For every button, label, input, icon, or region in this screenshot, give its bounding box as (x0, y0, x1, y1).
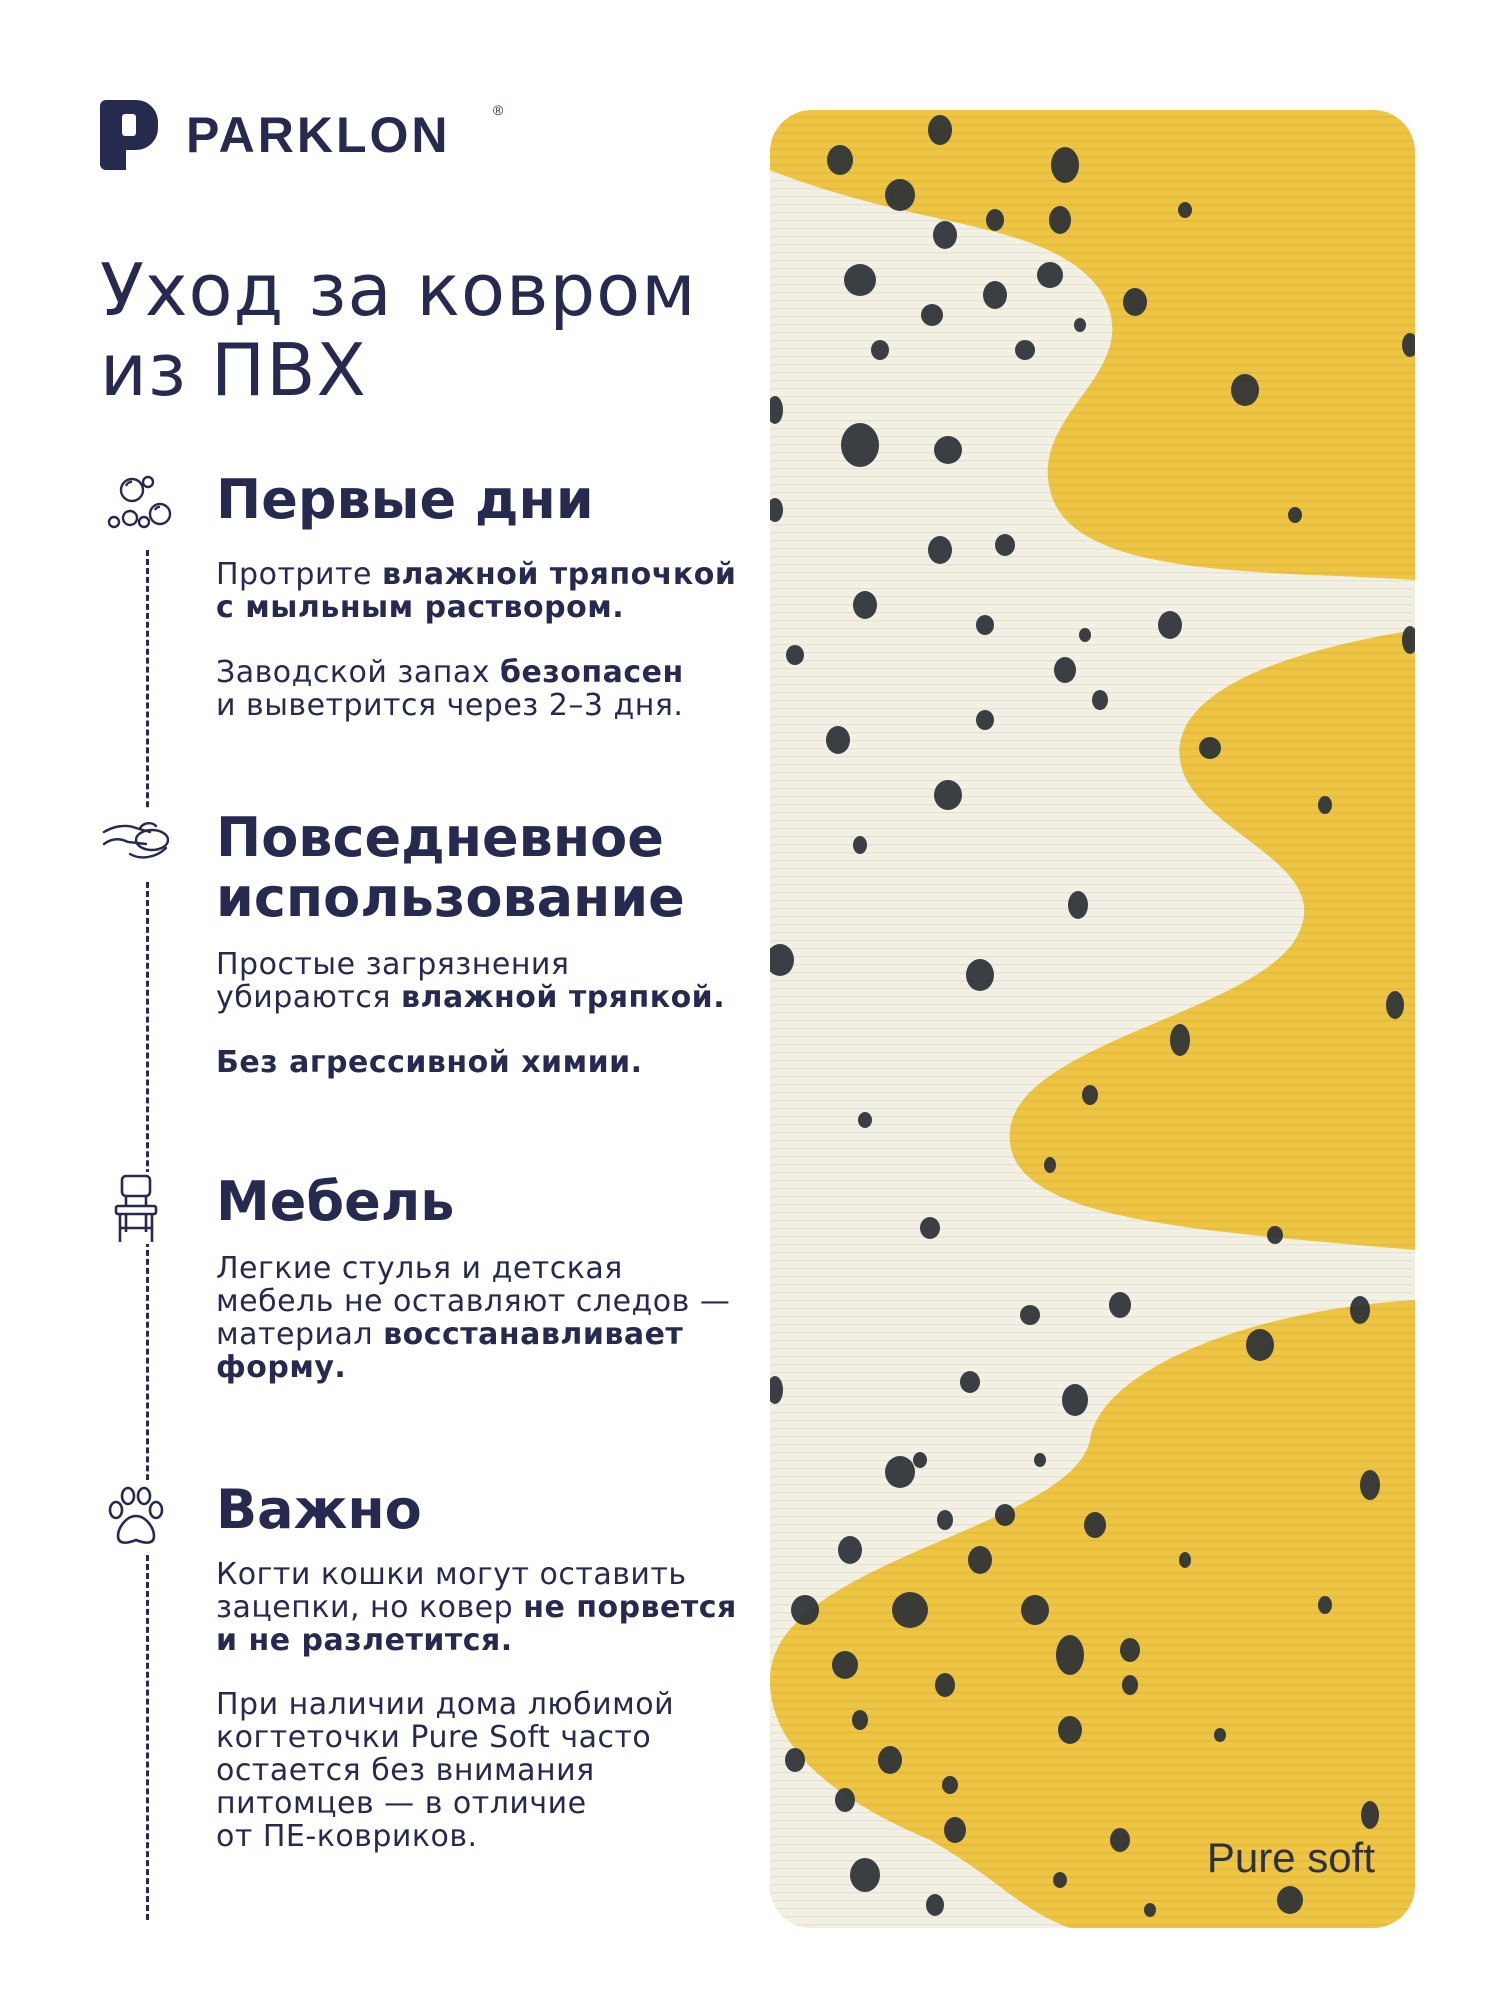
page-title-line: из ПВХ (100, 328, 367, 412)
bold-text: влажной тряпкой. (401, 980, 726, 1015)
text: когтеточки Pure Soft часто (216, 1720, 652, 1755)
section-paragraph (216, 1558, 776, 1657)
registered-mark: ® (493, 102, 504, 118)
section-title: Мебель (216, 1170, 455, 1233)
text: и выветрится через 2–3 дня. (216, 688, 684, 723)
bold-text: Без агрессивной химии. (216, 1045, 643, 1080)
section-paragraph (216, 558, 776, 624)
bold-text: и не разлетится. (216, 1623, 513, 1658)
section-title (216, 808, 776, 928)
section-paragraph (216, 1252, 776, 1384)
text: убираются (216, 980, 401, 1015)
section-title-line: использование (216, 866, 685, 929)
page-title (100, 250, 740, 410)
parklon-logo-icon (100, 100, 158, 170)
section-paragraph (216, 948, 776, 1014)
text: Протрите (216, 557, 382, 592)
bold-text: с мыльным раствором. (216, 590, 625, 625)
bubbles-icon (100, 470, 172, 542)
page-title-line: Уход за ковром (100, 248, 697, 332)
rug-pattern-image (770, 110, 1415, 1928)
text: Когти кошки могут оставить (216, 1557, 687, 1592)
section-title: Важно (216, 1478, 422, 1541)
text: мебель не оставляют следов — (216, 1284, 731, 1319)
text: При наличии дома любимой (216, 1687, 675, 1722)
text: материал (216, 1317, 384, 1352)
section-paragraph (216, 656, 776, 722)
section-paragraph (216, 1046, 776, 1079)
section-title-line: Повседневное (216, 806, 664, 869)
text: от ПЕ-ковриков. (216, 1819, 478, 1854)
bold-text: влажной тряпочкой (381, 557, 737, 592)
text: зацепки, но ковер (216, 1590, 524, 1625)
text: Простые загрязнения (216, 947, 570, 982)
chair-icon (100, 1172, 172, 1244)
text: остается без внимания (216, 1753, 595, 1788)
cleaning-hand-icon (100, 808, 172, 880)
section-paragraph (216, 1688, 776, 1853)
brand-name: PARKLON (186, 107, 451, 163)
paw-icon (100, 1480, 172, 1552)
bold-text: восстанавливает (383, 1317, 684, 1352)
section-title: Первые дни (216, 468, 594, 531)
bold-text: форму. (216, 1350, 347, 1385)
text: Легкие стулья и детская (216, 1251, 623, 1286)
bold-text: безопасен (500, 655, 684, 690)
bold-text: не порвется (523, 1590, 737, 1625)
brand-logo (100, 100, 451, 170)
product-label: Pure soft (1206, 1834, 1375, 1881)
text: Заводской запах (216, 655, 501, 690)
text: питомцев — в отличие (216, 1786, 587, 1821)
rug-photo (770, 110, 1415, 1928)
